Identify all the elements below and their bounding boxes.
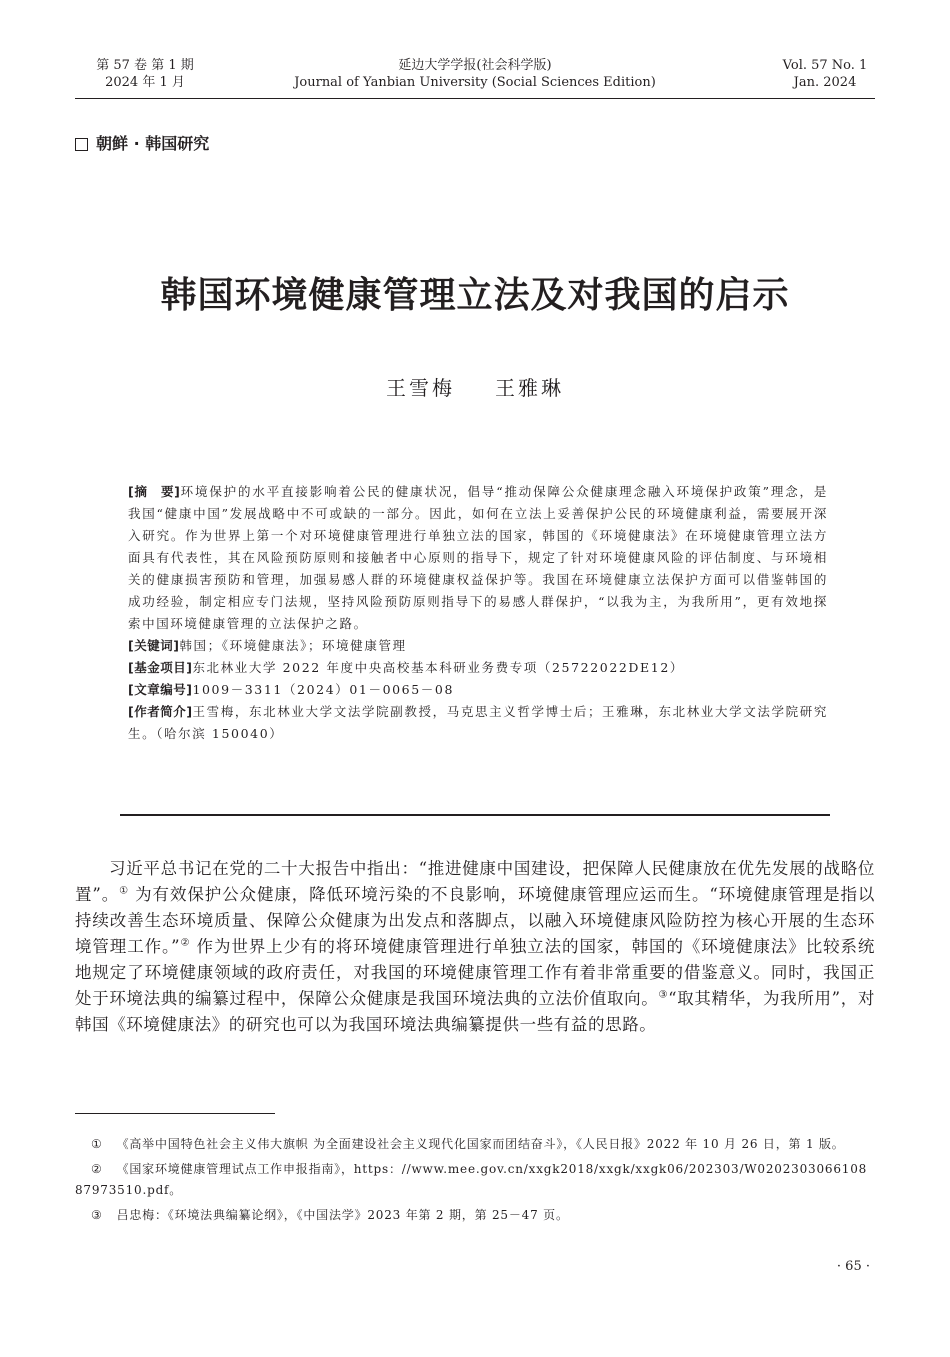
- article-number-label: [文章编号]: [128, 682, 193, 697]
- footnote-ref-3[interactable]: ③: [658, 989, 669, 1001]
- abstract-text: 环境保护的水平直接影响着公民的健康状况，倡导“推动保障公众健康理念融入环境保护政策”理念，是我国“健康中国”发展战略中不可或缺的一部分。因此，如何在立法上妥善保护公民的环境健康利益，需要展开深入研究。作为世界上第一个对环境健康管理进行单独立法的国家，韩国的《环境健康法》在环境健康管理立法方面具有代表性，其在风险预防原则和接触者中心原则的指导下，规定了针对环境健康风险的评估制度、与环境相关的健康损害预防和管理，加强易感人群的环境健康权益保护等。我国在环境健康立法保护方面可以借鉴韩国的成功经验，制定相应专门法规，坚持风险预防原则指导下的易感人群保护，“以我为主，为我所用”，更有效地探索中国环境健康管理的立法保护之路。: [128, 484, 828, 631]
- author-name: 王雪梅: [386, 376, 455, 400]
- checkbox-square-icon: [75, 138, 88, 151]
- header-divider: [75, 98, 875, 99]
- footnote: [75, 1134, 875, 1155]
- author-name: 王雅琳: [495, 376, 564, 400]
- body-paragraph: [75, 856, 875, 1038]
- article-number-text: 1009－3311（2024）01－0065－08: [192, 682, 454, 697]
- abstract-block: [128, 481, 828, 745]
- footnote-divider: [75, 1113, 275, 1114]
- header-volume-en: [740, 57, 910, 91]
- keywords-label: [关键词]: [128, 638, 180, 653]
- footnote: [75, 1205, 875, 1226]
- abstract-label: [摘 要]: [128, 484, 181, 499]
- footnote-mark: ③: [91, 1208, 103, 1222]
- footnote-mark: ②: [91, 1162, 103, 1176]
- footnote-ref-2[interactable]: ②: [180, 937, 191, 949]
- author-list: [75, 373, 875, 403]
- abstract: [128, 481, 828, 635]
- fund-label: [基金项目]: [128, 660, 193, 675]
- header-journal-en: Journal of Yanbian University (Social Sciences Edition): [294, 75, 656, 90]
- header-date-cn: 2024 年 1 月: [105, 75, 185, 90]
- footnote-text: 吕忠梅：《环境法典编纂论纲》，《中国法学》2023 年第 2 期，第 25－47 页。: [116, 1208, 569, 1222]
- header-date-en: Jan. 2024: [793, 75, 857, 90]
- header-vol-issue-cn: 第 57 卷 第 1 期: [96, 58, 194, 73]
- keywords: [128, 635, 828, 657]
- section-label-text: 朝鲜 · 韩国研究: [96, 134, 210, 153]
- fund-text: 东北林业大学 2022 年度中央高校基本科研业务费专项（25722022DE12）: [192, 660, 684, 675]
- footnote-text: 《高举中国特色社会主义伟大旗帜 为全面建设社会主义现代化国家而团结奋斗》，《人民日报》2022 年 10 月 26 日，第 1 版。: [116, 1137, 845, 1151]
- body-text-3: 作为世界上少有的将环境健康管理进行单独立法的国家，韩国的《环境健康法》比较系统地规定了环境健康领域的政府责任，对我国的环境健康管理工作有着非常重要的借鉴意义。同时，我国正处于环境法典的编纂过程中，保障公众健康是我国环境法典的立法价值取向。: [75, 937, 876, 1008]
- footnote-mark: ①: [91, 1137, 103, 1151]
- section-label: [75, 134, 209, 154]
- page-number: · 65 ·: [836, 1259, 870, 1274]
- abstract-divider: [120, 814, 830, 816]
- keywords-text: 韩国；《环境健康法》；环境健康管理: [179, 638, 407, 653]
- header-journal-cn: 延边大学学报(社会科学版): [398, 58, 552, 73]
- body-text-4: “取其精华，为我所用”，对韩国《环境健康法》的研究也可以为我国环境法典编纂提供一些有益的思路。: [75, 989, 876, 1034]
- article-title: 韩国环境健康管理立法及对我国的启示: [160, 274, 790, 316]
- author-bio-label: [作者简介]: [128, 704, 193, 719]
- body-text-2: 为有效保护公众健康，降低环境污染的不良影响，环境健康管理应运而生。“环境健康管理是指以持续改善生态环境质量、保障公众健康为出发点和落脚点，以融入环境健康风险防控为核心开展的生态环境管理工作。”: [75, 885, 875, 956]
- header-volume-cn: [60, 57, 230, 91]
- body-text-1: 习近平总书记在党的二十大报告中指出：“推进健康中国建设，把保障人民健康放在优先发展的战略位置”。: [75, 859, 875, 904]
- footnote-ref-1[interactable]: ①: [119, 885, 130, 897]
- footnote: [75, 1159, 875, 1201]
- footnotes: [75, 1134, 875, 1230]
- fund: [128, 657, 828, 679]
- header-vol-issue-en: Vol. 57 No. 1: [782, 58, 868, 73]
- footnote-text: 《国家环境健康管理试点工作申报指南》，https：//www.mee.gov.cn/xxgk2018/xxgk/xxgk06/202303/W020230306610887973510.pdf。: [75, 1162, 868, 1197]
- article-number: [128, 679, 828, 701]
- header-journal: [250, 57, 700, 91]
- author-bio: [128, 701, 828, 745]
- author-bio-text: 王雪梅，东北林业大学文法学院副教授，马克思主义哲学博士后；王雅琳，东北林业大学文法学院研究生。（哈尔滨 150040）: [128, 704, 828, 741]
